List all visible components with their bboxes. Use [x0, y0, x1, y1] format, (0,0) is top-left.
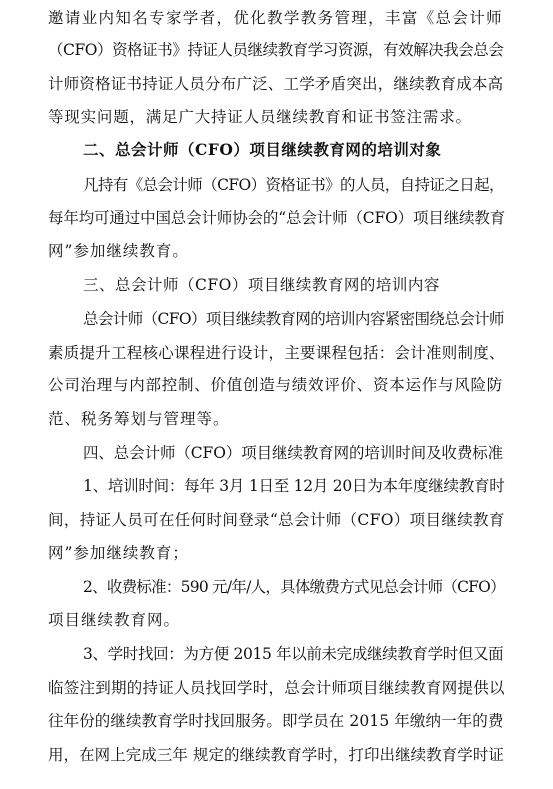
text-line: 网”参加继续教育； — [48, 544, 189, 562]
text-line: 素质提升工程核心课程进行设计，主要课程包括：会计准则制度、 — [48, 344, 505, 362]
text-line: 总会计师（CFO）项目继续教育网的培训内容紧密围绕总会计师 — [83, 310, 504, 328]
text-line: 计师资格证书持证人员分布广泛、工学矛盾突出，继续教育成本高 — [48, 75, 504, 93]
text-line: 2、收费标准：590 元/年/人，具体缴费方式见总会计师（CFO） — [83, 578, 505, 596]
section-heading: 三、总会计师（CFO）项目继续教育网的培训内容 — [83, 276, 440, 294]
text-line: 网”参加继续教育。 — [48, 242, 189, 260]
section-heading: 二、总会计师（CFO）项目继续教育网的培训对象 — [83, 140, 442, 159]
text-line: （CFO）资格证书》持证人员继续教育学习资源，有效解决我会总会 — [48, 41, 504, 59]
text-line: 临签注到期的持证人员找回学时，总会计师项目继续教育网提供以 — [48, 679, 505, 697]
section-heading: 四、总会计师（CFO）项目继续教育网的培训时间及收费标准 — [83, 444, 504, 462]
text-line: 用，在网上完成三年 规定的继续教育学时，打印出继续教育学时证 — [48, 746, 504, 764]
text-line: 每年均可通过中国总会计师协会的“总会计师（CFO）项目继续教育 — [48, 209, 506, 227]
text-line: 凡持有《总会计师（CFO）资格证书》的人员，自持证之日起， — [83, 176, 504, 194]
text-line: 邀请业内知名专家学者，优化教学教务管理，丰富《总会计师 — [48, 9, 503, 27]
text-line: 3、学时找回：为方便 2015 年以前未完成继续教育学时但又面 — [83, 645, 504, 663]
text-line: 往年份的继续教育学时找回服务。即学员在 2015 年缴纳一年的费 — [48, 712, 504, 730]
text-line: 公司治理与内部控制、价值创造与绩效评价、资本运作与风险防 — [48, 376, 504, 394]
text-line: 等现实问题，满足广大持证人员继续教育和证书签注需求。 — [48, 108, 472, 126]
text-line: 1、培训时间：每年 3月 1日至 12月 20日为本年度继续教育时 — [83, 477, 505, 495]
text-line: 间，持证人员可在任何时间登录“总会计师（CFO）项目继续教育 — [48, 511, 505, 529]
text-line: 项目继续教育网。 — [48, 611, 181, 629]
text-line: 范、税务筹划与管理等。 — [48, 410, 230, 428]
